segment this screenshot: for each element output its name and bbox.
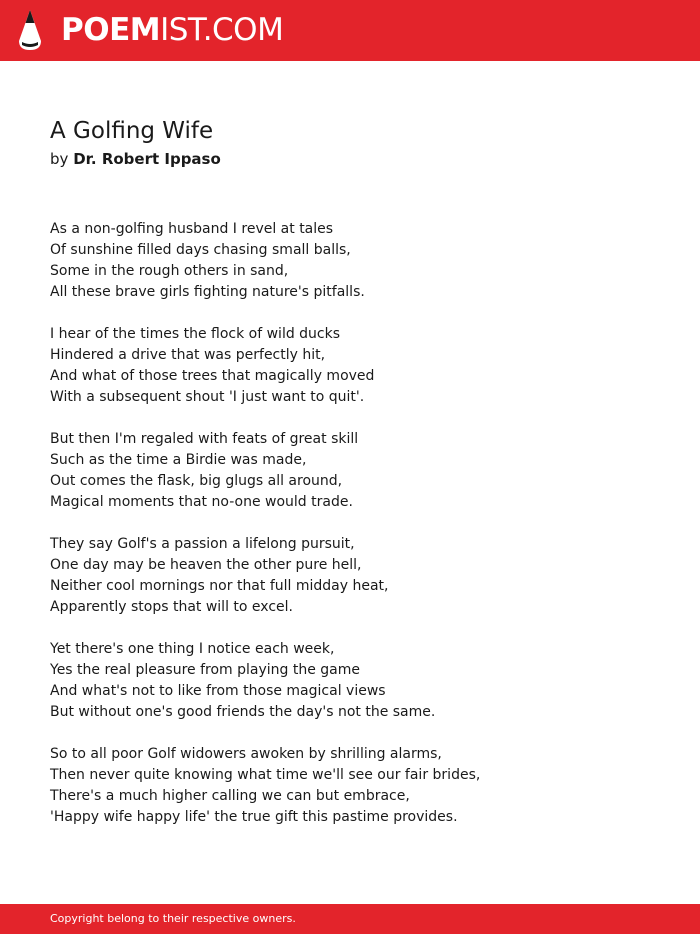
poem-line: Of sunshine filled days chasing small balls,: [50, 242, 351, 258]
poem-line: I hear of the times the flock of wild ducks: [50, 326, 341, 342]
poem-title: A Golfing Wife: [50, 118, 214, 144]
poem-line: And what of those trees that magically moved: [50, 368, 375, 384]
pencil-tip-icon[interactable]: [17, 9, 43, 51]
poem-line: Such as the time a Birdie was made,: [50, 452, 307, 468]
poem-line: One day may be heaven the other pure hell,: [50, 557, 362, 573]
poem-body: [50, 219, 650, 849]
poem-line: And what's not to like from those magical views: [50, 683, 386, 699]
poem-line: So to all poor Golf widowers awoken by shrilling alarms,: [50, 746, 442, 762]
poem-line: But then I'm regaled with feats of great skill: [50, 431, 359, 447]
poem-line: Yes the real pleasure from playing the game: [50, 662, 361, 678]
poem-line: Hindered a drive that was perfectly hit,: [50, 347, 326, 363]
by-label: by: [50, 150, 69, 168]
copyright-notice: Copyright belong to their respective owners.: [50, 912, 296, 925]
poem-line: Apparently stops that will to excel.: [50, 599, 293, 615]
stanza: [50, 534, 650, 618]
site-header: [0, 0, 700, 61]
poem-line: Neither cool mornings nor that full midday heat,: [50, 578, 389, 594]
poem-line: With a subsequent shout 'I just want to quit'.: [50, 389, 365, 405]
byline: [50, 149, 221, 169]
stanza: [50, 639, 650, 723]
logo-light-text: IST.COM: [160, 12, 284, 48]
poem-line: Magical moments that no-one would trade.: [50, 494, 353, 510]
poem-line: 'Happy wife happy life' the true gift this pastime provides.: [50, 809, 458, 825]
author-name: Dr. Robert Ippaso: [73, 150, 221, 168]
stanza: [50, 744, 650, 828]
logo-bold-text: POEM: [61, 12, 161, 48]
poem-line: But without one's good friends the day's not the same.: [50, 704, 436, 720]
poem-line: Out comes the flask, big glugs all around,: [50, 473, 343, 489]
site-footer: [0, 904, 700, 934]
poem-line: There's a much higher calling we can but embrace,: [50, 788, 410, 804]
poem-line: As a non-golfing husband I revel at tales: [50, 221, 334, 237]
poem-line: Then never quite knowing what time we'll see our fair brides,: [50, 767, 481, 783]
poem-line: Yet there's one thing I notice each week,: [50, 641, 335, 657]
poem-line: They say Golf's a passion a lifelong pursuit,: [50, 536, 355, 552]
site-logo[interactable]: [61, 12, 283, 48]
poem-line: All these brave girls fighting nature's pitfalls.: [50, 284, 365, 300]
stanza: [50, 324, 650, 408]
stanza: [50, 429, 650, 513]
poem-line: Some in the rough others in sand,: [50, 263, 289, 279]
stanza: [50, 219, 650, 303]
